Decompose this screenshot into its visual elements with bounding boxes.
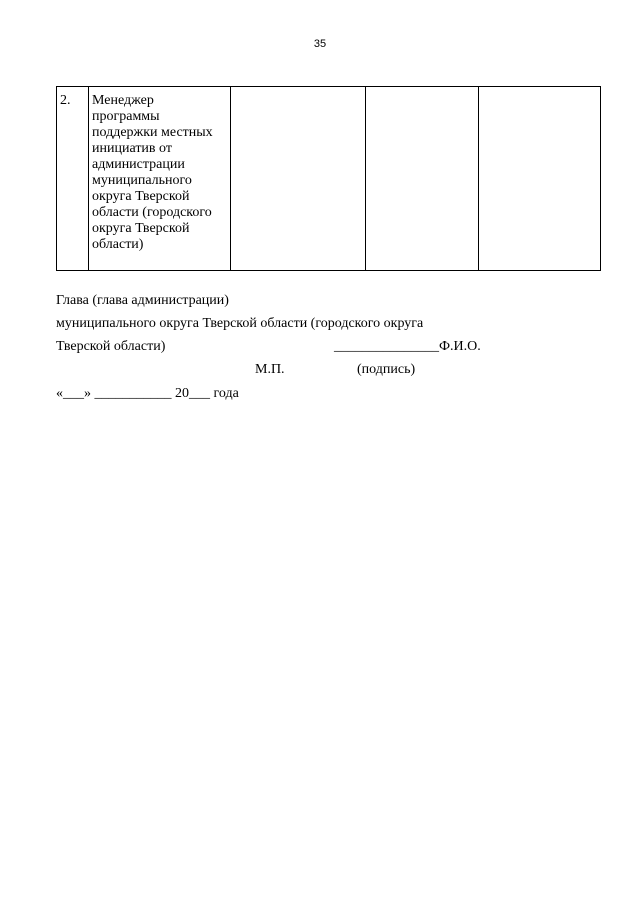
- head-title-line3: Тверской области): [56, 339, 166, 354]
- empty-cell: [366, 87, 479, 271]
- page-number: 35: [313, 38, 327, 50]
- date-line: «___» ___________ 20___ года: [56, 386, 239, 401]
- responsibility-table: [56, 86, 601, 271]
- head-title-line1: Глава (глава администрации): [56, 293, 229, 308]
- signature-name-field: _______________Ф.И.О.: [334, 339, 481, 354]
- stamp-label: М.П.: [255, 362, 285, 377]
- role-text: Менеджер программы поддержки местных инициатив от администрации муниципального округа Тверской области (городского округа Тверской области): [92, 93, 213, 252]
- table-row: [57, 87, 601, 271]
- role-cell: [89, 87, 231, 271]
- row-number-cell: 2.: [57, 87, 89, 271]
- empty-cell: [231, 87, 366, 271]
- signature-label: (подпись): [357, 362, 416, 377]
- head-title-line2: муниципального округа Тверской области (городского округа: [56, 316, 424, 331]
- empty-cell: [479, 87, 601, 271]
